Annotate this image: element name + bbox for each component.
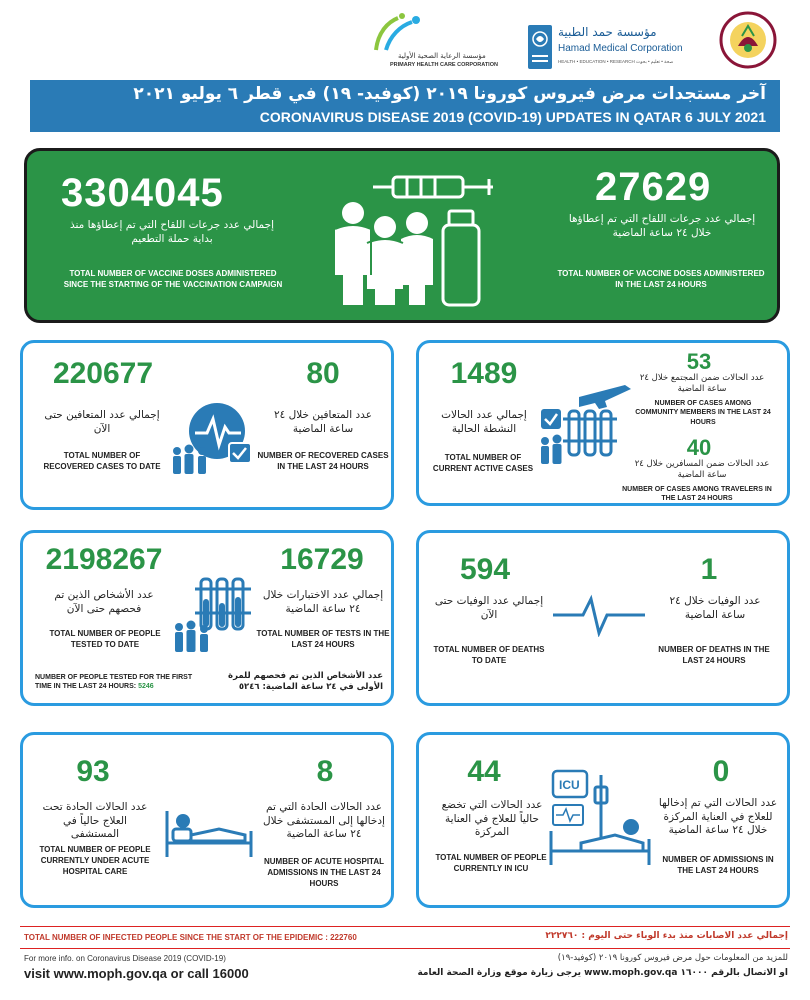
acute-admissions-label-en: NUMBER OF ACUTE HOSPITAL ADMISSIONS IN THE LAST 24 HOURS [264, 857, 384, 888]
more-info-ar: للمزيد من المعلومات حول مرض فيروس كورونا ٢٠١٩ (كوفيد-١٩) [557, 953, 788, 963]
recovered-heartbeat-people-icon [169, 397, 259, 479]
people-tested-label-en: TOTAL NUMBER OF PEOPLE TESTED TO DATE [49, 629, 161, 649]
visit-website-link-ar[interactable]: يرجى زيارة موقع وزارة الصحة العامة www.moph.gov.qa او الاتصال بالرقم ١٦٠٠٠ [417, 968, 788, 978]
deaths-total-label-en: TOTAL NUMBER OF DEATHS TO DATE [433, 645, 545, 665]
icu-card [416, 732, 790, 908]
acute-care-card [20, 732, 394, 908]
deaths-last24-label-ar: عدد الوفيات خلال ٢٤ ساعة الماضية [669, 595, 761, 621]
hmc-logo [528, 25, 693, 70]
hospital-bed-icon [159, 791, 259, 863]
title-banner [30, 80, 780, 132]
recovered-last24-value: 80 [306, 357, 340, 390]
vaccine-panel [24, 148, 780, 323]
recovered-total-value: 220677 [52, 357, 154, 390]
footer-divider-bottom [20, 948, 790, 949]
acute-current-value: 93 [76, 755, 110, 788]
active-total-label-ar: إجمالي عدد الحالات النشطة الحالية [441, 409, 527, 435]
logo-bar [0, 0, 810, 80]
icu-current-value: 44 [467, 755, 501, 788]
tests-last24-label-en: TOTAL NUMBER OF TESTS IN THE LAST 24 HOURS [256, 629, 390, 649]
deaths-card [416, 530, 790, 706]
travelers-cases-value: 40 [686, 435, 712, 460]
travelers-cases-label-ar: عدد الحالات ضمن المسافرين خلال ٢٤ ساعة الماضية [634, 459, 770, 481]
active-total-label-en: TOTAL NUMBER OF CURRENT ACTIVE CASES [432, 453, 534, 473]
icu-current-label-en: TOTAL NUMBER OF PEOPLE CURRENTLY IN ICU [435, 853, 547, 873]
first-time-tested-label-ar: عدد الأشخاص الذين تم فحصهم للمرة الأولى في ٢٤ ساعة الماضية: ٥٢٤٦ [228, 671, 383, 693]
recovered-last24-label-en: NUMBER OF RECOVERED CASES IN THE LAST 24 HOURS [257, 451, 389, 471]
vaccine-total-label-ar: إجمالي عدد جرعات اللقاح التي تم إعطاؤها منذ بداية حملة التطعيم [69, 219, 274, 245]
moph-emblem-icon [718, 10, 778, 72]
hmc-name-en: Hamad Medical Corporation [558, 43, 683, 54]
tests-last24-value: 16729 [280, 543, 364, 576]
tests-tubes-people-icon [171, 573, 261, 657]
tests-card [20, 530, 394, 706]
deaths-last24-label-en: NUMBER OF DEATHS IN THE LAST 24 HOURS [658, 645, 770, 665]
vaccine-last24-label-ar: إجمالي عدد جرعات اللقاح التي تم إعطاؤها خلال ٢٤ ساعة الماضية [568, 213, 756, 239]
recovered-total-label-en: TOTAL NUMBER OF RECOVERED CASES TO DATE [43, 451, 161, 471]
acute-current-label-en: TOTAL NUMBER OF PEOPLE CURRENTLY UNDER ACUTE HOSPITAL CARE [39, 845, 151, 876]
people-tested-value: 2198267 [45, 543, 163, 576]
recovered-total-label-ar: إجمالي عدد المتعافين حتى الآن [44, 409, 160, 435]
footer-divider-top [20, 926, 790, 927]
acute-admissions-label-ar: عدد الحالات الحادة التي تم إدخالها إلى المستشفى خلال ٢٤ ساعة الماضية [263, 801, 385, 841]
phcc-swoosh-icon [368, 12, 428, 54]
community-cases-label-en: NUMBER OF CASES AMONG COMMUNITY MEMBERS IN THE LAST 24 HOURS [635, 400, 771, 426]
active-cases-plane-tubes-icon [535, 379, 635, 475]
flatline-heartbeat-icon [549, 593, 649, 637]
recovered-card [20, 340, 394, 510]
vaccine-last24-value: 27629 [595, 165, 712, 209]
visit-website-link-en[interactable]: visit www.moph.gov.qa or call 16000 [24, 966, 249, 981]
active-total-value: 1489 [450, 357, 518, 390]
vaccine-family-syringe-icon [323, 165, 503, 315]
icu-admissions-label-ar: عدد الحالات التي تم إدخالها للعلاج في العناية المركزة خلال ٢٤ ساعة الماضية [658, 797, 778, 837]
deaths-last24-value: 1 [700, 553, 718, 586]
more-info-en: For more info. on Coronavirus Disease 2019 (COVID-19) [24, 954, 226, 963]
tests-last24-label-ar: إجمالي عدد الاختبارات خلال ٢٤ ساعة الماضية [262, 589, 384, 615]
hmc-name-ar: مؤسسة حمد الطبية [558, 25, 657, 39]
total-infected-ar: إجمالي عدد الاصابات منذ بدء الوباء حتى اليوم : ٢٢٢٧٦٠ [545, 931, 788, 941]
travelers-cases-label-en: NUMBER OF CASES AMONG TRAVELERS IN THE LAST 24 HOURS [622, 486, 772, 503]
phcc-logo [368, 12, 518, 72]
first-time-tested-text-en: NUMBER OF PEOPLE TESTED FOR THE FIRST TIME IN THE LAST 24 HOURS: [35, 674, 193, 691]
first-time-tested-value: 5246 [138, 683, 154, 691]
acute-admissions-value: 8 [316, 755, 334, 788]
phcc-name-en: PRIMARY HEALTH CARE CORPORATION [390, 62, 498, 68]
total-infected-en: TOTAL NUMBER OF INFECTED PEOPLE SINCE THE START OF THE EPIDEMIC : 222760 [24, 933, 357, 942]
page-title-ar: آخر مستجدات مرض فيروس كورونا ٢٠١٩ (كوفيد- ١٩) في قطر ٦ يوليو ٢٠٢١ [133, 84, 766, 104]
phcc-name-ar: مؤسسة الرعاية الصحية الأولية [398, 52, 486, 60]
icu-bed-monitor-icon [545, 765, 655, 873]
vaccine-total-value: 3304045 [61, 171, 224, 215]
icu-admissions-value: 0 [712, 755, 730, 788]
active-cases-card [416, 340, 790, 506]
recovered-last24-label-ar: عدد المتعافين خلال ٢٤ ساعة الماضية [274, 409, 372, 435]
people-tested-label-ar: عدد الأشخاص الذين تم فحصهم حتى الآن [54, 589, 154, 615]
hmc-emblem [528, 25, 552, 69]
page-title-en: CORONAVIRUS DISEASE 2019 (COVID-19) UPDATES IN QATAR 6 JULY 2021 [259, 109, 766, 125]
acute-current-label-ar: عدد الحالات الحادة تحت العلاج حالياً في المستشفى [42, 801, 148, 841]
deaths-total-value: 594 [459, 553, 511, 586]
icu-admissions-label-en: NUMBER OF ADMISSIONS IN THE LAST 24 HOURS [662, 855, 774, 875]
vaccine-total-label-en: TOTAL NUMBER OF VACCINE DOSES ADMINISTERED SINCE THE STARTING OF THE VACCINATION CAMPAIGN [63, 269, 283, 289]
icu-current-label-ar: عدد الحالات التي تخضع حالياً للعلاج في العناية المركزة [441, 799, 543, 839]
moph-logo [718, 10, 778, 72]
community-cases-value: 53 [686, 349, 712, 374]
deaths-total-label-ar: إجمالي عدد الوفيات حتى الآن [434, 595, 544, 621]
hmc-tagline: HEALTH • EDUCATION • RESEARCH صحة • تعليم • بحوث [558, 59, 674, 64]
icu-sign-text: ICU [559, 778, 580, 792]
vaccine-last24-label-en: TOTAL NUMBER OF VACCINE DOSES ADMINISTERED IN THE LAST 24 HOURS [557, 269, 765, 289]
first-time-tested-label-en [35, 673, 205, 692]
community-cases-label-ar: عدد الحالات ضمن المجتمع خلال ٢٤ ساعة الماضية [639, 373, 765, 395]
